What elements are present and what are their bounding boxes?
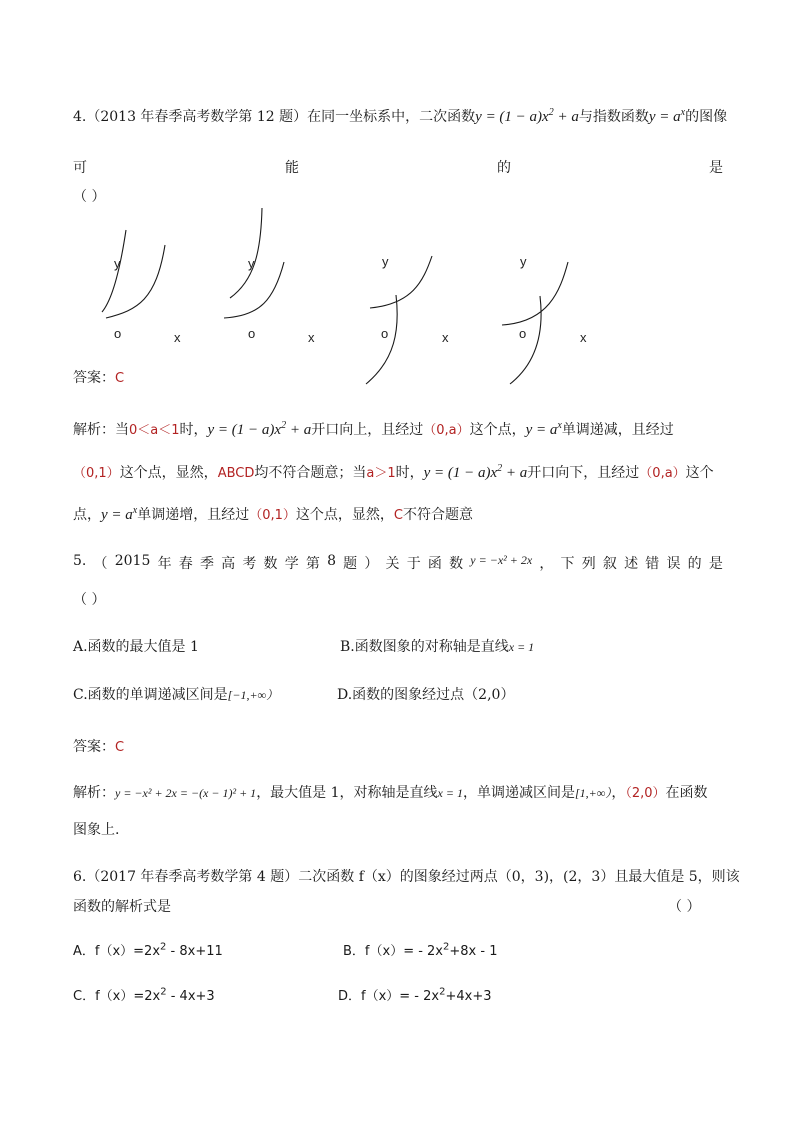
q4-spread-2: 能 (285, 160, 299, 176)
q4-mid: 与指数函数 (578, 109, 649, 125)
q6-option-a: A．$f(x)=2x^2 - 8x+11$ (73, 941, 223, 959)
q4-paren: （ ） (73, 189, 106, 205)
q6-option-b: B．$f(x)= - 2x^2+8x - 1$ (343, 941, 498, 959)
q6-paren: （ ） (668, 899, 701, 915)
graph-c (366, 254, 449, 384)
graph-c-y-label: y (382, 254, 389, 269)
q4-spread-3: 的 (497, 160, 511, 176)
q4-analysis-line2: （0,1）这个点，显然，ABCD均不符合题意；当a＞1时，$y = (1 - a)x^2 + a$开口向下，且经过（0,a）这个 (73, 463, 714, 481)
graph-a (102, 230, 181, 345)
q4-analysis-line3: 点，$y = a^x$单调递增，且经过（0,1）这个点，显然，C不符合题意 (73, 505, 473, 523)
graph-a-x-label: x (174, 330, 181, 345)
graph-b-o-label: o (248, 326, 256, 341)
q5-function: y = −x² + 2x (470, 553, 533, 567)
q4-spread-line (73, 157, 723, 177)
q4-tail: 的图像 (685, 109, 728, 125)
q6-option-d: D．$f(x)= - 2x^2+4x+3$ (338, 986, 492, 1004)
graph-b-x-label: x (308, 330, 315, 345)
graph-b-curve-upper (230, 208, 262, 298)
q5-analysis-line1: 解析：y = −x² + 2x = −(x − 1)² + 1，最大值是 1，对称轴是直线x = 1，单调递减区间是[1,+∞），（2,0）在函数 (73, 785, 708, 801)
q4-spread-4: 是 (709, 160, 723, 176)
q6-line2: 函数的解析式是 (73, 899, 171, 915)
graph-c-curve-flat (370, 256, 432, 308)
q4-answer-value: C (115, 371, 125, 386)
q4-quadratic: $y = (1 - a)x^2 + a$ (475, 107, 579, 125)
q4-line1 (73, 106, 727, 126)
graph-d (502, 254, 587, 384)
graph-a-curve-left (102, 230, 126, 312)
q4-spread-1: 可 (73, 160, 87, 176)
graph-a-y-label: y (114, 256, 121, 271)
q5-line1: 5. （ 2015 年 春 季 高 考 数 学 第 8 题 ） 关 于 函 数 y = −x² + 2x ， 下 列 叙 述 错 误 的 是 (73, 553, 723, 572)
q5-paren: （ ） (73, 592, 106, 608)
q4-exponential: $y = a^x$ (648, 107, 686, 125)
q5-answer: 答案：C (73, 739, 125, 755)
graph-d-y-label: y (520, 254, 527, 269)
q4-analysis-line1: 解析：当0＜a＜1时，$y = (1 - a)x^2 + a$开口向上，且经过（0,a）这个点，$y = a^x$单调递减，且经过 (73, 420, 674, 438)
graph-b-y-label: y (248, 256, 255, 271)
q4-answer (73, 367, 124, 387)
graph-d-o-label: o (519, 326, 527, 341)
q6-line1: 6.（2017 年春季高考数学第 4 题）二次函数 f（x）的图象经过两点（0，3)，(2，3）且最大值是 5，则该 (73, 869, 740, 885)
q6-option-c: C．$f(x)=2x^2 - 4x+3$ (73, 986, 215, 1004)
graph-c-o-label: o (381, 326, 389, 341)
graph-c-x-label: x (442, 330, 449, 345)
q5-option-c: C.函数的单调递减区间是[−1,+∞） (73, 687, 279, 703)
graph-a-o-label: o (114, 326, 122, 341)
graph-d-x-label: x (580, 330, 587, 345)
graph-d-curve-flat (502, 262, 568, 325)
q5-option-b: B.函数图象的对称轴是直线x = 1 (340, 639, 535, 655)
q5-option-a: A.函数的最大值是 1 (73, 639, 199, 655)
q5-option-d: D.函数的图象经过点（2,0） (337, 687, 515, 703)
q4-answer-label: 答案： (73, 370, 115, 386)
q4-lead: 4.（2013 年春季高考数学第 12 题）在同一坐标系中，二次函数 (73, 109, 476, 125)
q4-option-graphs (90, 200, 630, 390)
graph-b (224, 208, 315, 345)
q5-analysis-line2: 图象上. (73, 822, 120, 838)
